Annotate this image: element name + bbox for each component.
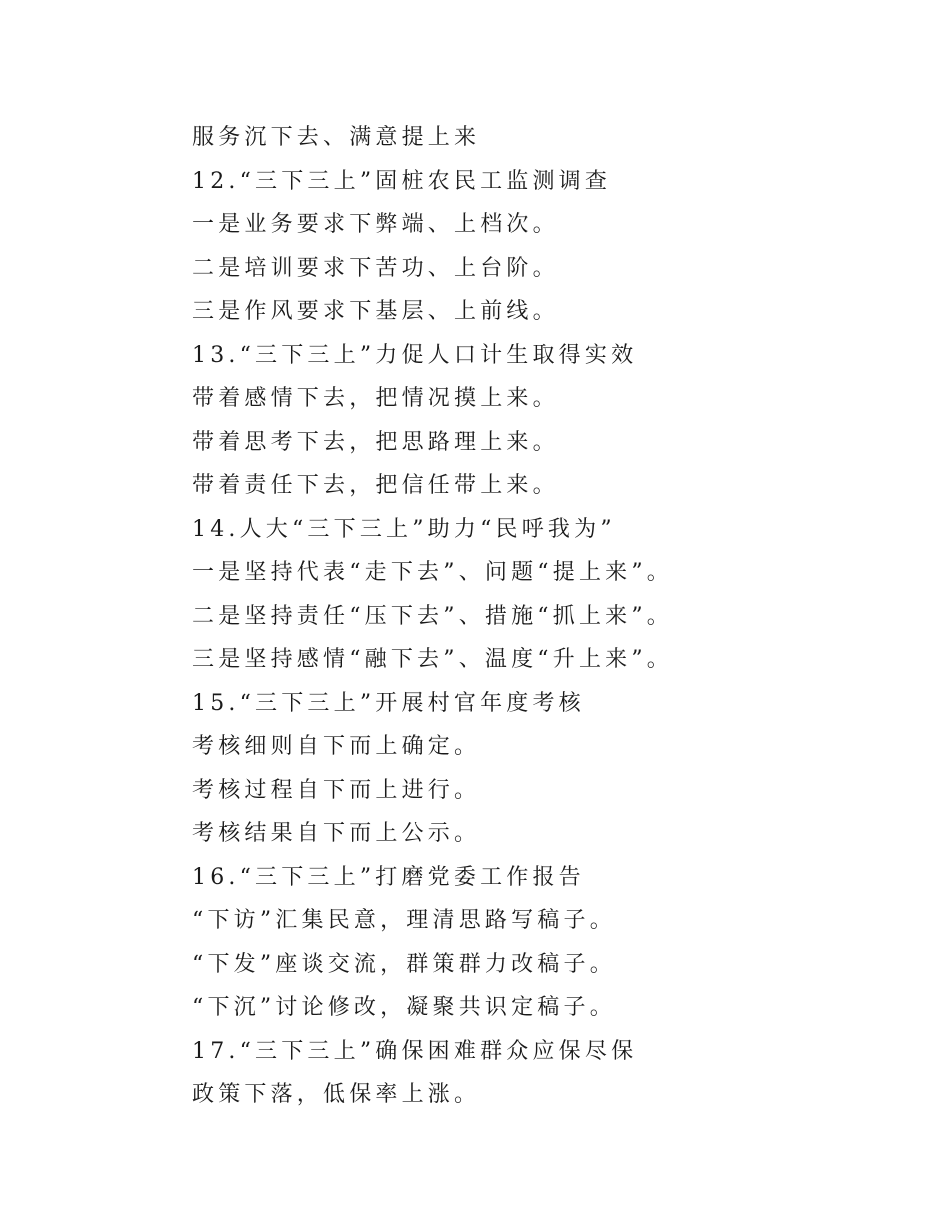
text-line: “下沉”讨论修改，凝聚共识定稿子。 bbox=[192, 995, 616, 1020]
section-heading-16: 16.“三下三上”打磨党委工作报告 bbox=[192, 864, 585, 890]
text-line: 二是坚持责任“压下去”、措施“抓上来”。 bbox=[192, 603, 673, 629]
text-line: 带着感情下去，把情况摸上来。 bbox=[192, 386, 559, 411]
text-line: 服务沉下去、满意提上来 bbox=[192, 125, 481, 150]
section-heading-15: 15.“三下三上”开展村官年度考核 bbox=[192, 690, 585, 716]
text-line: 三是坚持感情“融下去”、温度“升上来”。 bbox=[192, 647, 673, 672]
text-line: 带着责任下去，把信任带上来。 bbox=[192, 473, 559, 498]
document-body bbox=[192, 116, 892, 1117]
text-line: 考核细则自下而上确定。 bbox=[192, 734, 481, 759]
text-line: 带着思考下去，把思路理上来。 bbox=[192, 429, 559, 455]
text-line: 考核过程自下而上进行。 bbox=[192, 777, 481, 803]
section-heading-17: 17.“三下三上”确保困难群众应保尽保 bbox=[192, 1038, 638, 1064]
text-line: 政策下落，低保率上涨。 bbox=[192, 1082, 481, 1107]
text-line: “下访”汇集民意，理清思路写稿子。 bbox=[192, 908, 616, 933]
section-heading-13: 13.“三下三上”力促人口计生取得实效 bbox=[192, 342, 638, 368]
text-line: 一是坚持代表“走下去”、问题“提上来”。 bbox=[192, 560, 673, 585]
text-line: 一是业务要求下弊端、上档次。 bbox=[192, 212, 559, 237]
section-heading-14: 14.人大“三下三上”助力“民呼我为” bbox=[192, 516, 616, 542]
section-heading-12: 12.“三下三上”固桩农民工监测调查 bbox=[192, 168, 612, 194]
text-line: 二是培训要求下苦功、上台阶。 bbox=[192, 255, 559, 281]
text-line: 考核结果自下而上公示。 bbox=[192, 821, 481, 846]
text-line: 三是作风要求下基层、上前线。 bbox=[192, 299, 559, 324]
text-line: “下发”座谈交流，群策群力改稿子。 bbox=[192, 951, 616, 977]
